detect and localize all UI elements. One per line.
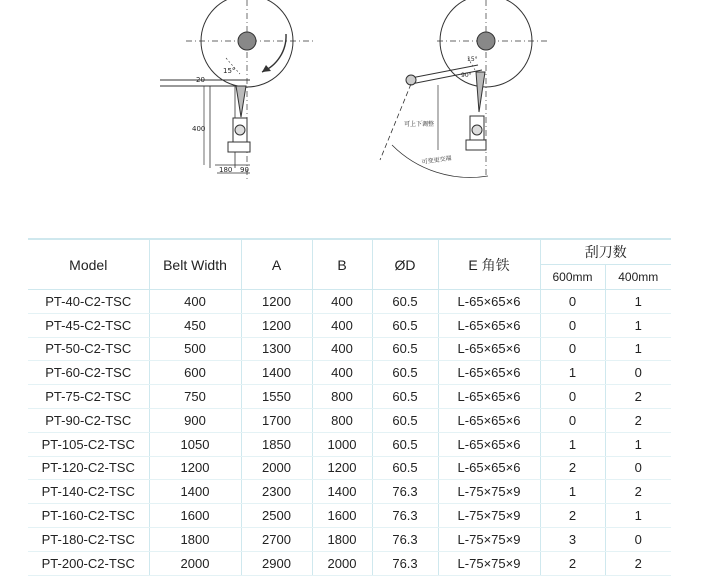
cell-d: 60.5 bbox=[372, 456, 438, 480]
cell-b: 1400 bbox=[312, 480, 372, 504]
col-model: Model bbox=[28, 239, 149, 290]
cell-model: PT-105-C2-TSC bbox=[28, 432, 149, 456]
table-row bbox=[28, 551, 671, 575]
cell-b400: 1 bbox=[605, 504, 671, 528]
cell-e: L-75×75×9 bbox=[438, 504, 540, 528]
cell-d: 76.3 bbox=[372, 504, 438, 528]
cell-model: PT-50-C2-TSC bbox=[28, 337, 149, 361]
cell-model: PT-200-C2-TSC bbox=[28, 551, 149, 575]
cell-belt-width: 400 bbox=[149, 290, 241, 314]
table-row bbox=[28, 408, 671, 432]
cell-e: L-75×75×9 bbox=[438, 551, 540, 575]
table-row bbox=[28, 313, 671, 337]
cell-e: L-65×65×6 bbox=[438, 408, 540, 432]
cell-b: 1200 bbox=[312, 456, 372, 480]
cell-model: PT-180-C2-TSC bbox=[28, 527, 149, 551]
dim-angle: 15° bbox=[223, 67, 236, 75]
cell-d: 76.3 bbox=[372, 551, 438, 575]
cell-belt-width: 900 bbox=[149, 408, 241, 432]
cell-b600: 1 bbox=[540, 432, 605, 456]
dim-angle-a: 15° bbox=[467, 56, 478, 63]
cell-b400: 1 bbox=[605, 290, 671, 314]
cell-d: 60.5 bbox=[372, 361, 438, 385]
cell-b400: 1 bbox=[605, 337, 671, 361]
cell-a: 2300 bbox=[241, 480, 312, 504]
cell-e: L-65×65×6 bbox=[438, 385, 540, 409]
cell-e: L-65×65×6 bbox=[438, 337, 540, 361]
cell-b: 1000 bbox=[312, 432, 372, 456]
cell-b400: 2 bbox=[605, 385, 671, 409]
right-shaft bbox=[477, 32, 495, 50]
cell-b400: 1 bbox=[605, 313, 671, 337]
cell-a: 1300 bbox=[241, 337, 312, 361]
cell-a: 1700 bbox=[241, 408, 312, 432]
cell-belt-width: 450 bbox=[149, 313, 241, 337]
cell-e: L-65×65×6 bbox=[438, 361, 540, 385]
table-row bbox=[28, 290, 671, 314]
cell-belt-width: 750 bbox=[149, 385, 241, 409]
cell-b: 1600 bbox=[312, 504, 372, 528]
cell-a: 2700 bbox=[241, 527, 312, 551]
cell-d: 60.5 bbox=[372, 432, 438, 456]
table-row bbox=[28, 361, 671, 385]
cell-b400: 2 bbox=[605, 551, 671, 575]
cell-b600: 0 bbox=[540, 408, 605, 432]
cell-model: PT-90-C2-TSC bbox=[28, 408, 149, 432]
cell-d: 60.5 bbox=[372, 313, 438, 337]
cell-e: L-65×65×6 bbox=[438, 456, 540, 480]
header-row bbox=[28, 239, 671, 265]
cell-b600: 1 bbox=[540, 480, 605, 504]
table-row bbox=[28, 337, 671, 361]
cell-model: PT-60-C2-TSC bbox=[28, 361, 149, 385]
col-a: A bbox=[241, 239, 312, 290]
cell-model: PT-160-C2-TSC bbox=[28, 504, 149, 528]
cell-belt-width: 1800 bbox=[149, 527, 241, 551]
cell-d: 60.5 bbox=[372, 385, 438, 409]
cell-belt-width: 500 bbox=[149, 337, 241, 361]
dim-bottom-b: 90 bbox=[240, 166, 249, 174]
cell-b400: 2 bbox=[605, 408, 671, 432]
cell-belt-width: 1400 bbox=[149, 480, 241, 504]
cell-model: PT-140-C2-TSC bbox=[28, 480, 149, 504]
cell-b400: 0 bbox=[605, 527, 671, 551]
cell-a: 1550 bbox=[241, 385, 312, 409]
cell-b: 2000 bbox=[312, 551, 372, 575]
col-belt-width: Belt Width bbox=[149, 239, 241, 290]
cell-b600: 2 bbox=[540, 551, 605, 575]
col-d: ØD bbox=[372, 239, 438, 290]
cell-b600: 3 bbox=[540, 527, 605, 551]
installation-diagrams bbox=[0, 0, 710, 215]
cell-model: PT-40-C2-TSC bbox=[28, 290, 149, 314]
left-shaft bbox=[238, 32, 256, 50]
left-diagram bbox=[160, 0, 314, 180]
cell-b600: 2 bbox=[540, 504, 605, 528]
cell-a: 2900 bbox=[241, 551, 312, 575]
cell-d: 60.5 bbox=[372, 290, 438, 314]
cell-b400: 0 bbox=[605, 456, 671, 480]
cell-a: 2500 bbox=[241, 504, 312, 528]
dim-angle-b: 90° bbox=[461, 72, 472, 79]
cell-belt-width: 600 bbox=[149, 361, 241, 385]
table-row bbox=[28, 385, 671, 409]
col-blade-400: 400mm bbox=[605, 265, 671, 290]
spec-table bbox=[28, 238, 671, 576]
cell-a: 1850 bbox=[241, 432, 312, 456]
dim-bottom-a: 180 bbox=[219, 166, 233, 174]
col-blades: 刮刀数 bbox=[540, 239, 671, 265]
table-row bbox=[28, 480, 671, 504]
cell-b400: 1 bbox=[605, 432, 671, 456]
cell-e: L-75×75×9 bbox=[438, 527, 540, 551]
cell-b400: 0 bbox=[605, 361, 671, 385]
cell-b: 400 bbox=[312, 361, 372, 385]
dim-top: 20 bbox=[196, 76, 205, 84]
cell-a: 1200 bbox=[241, 313, 312, 337]
cell-b: 400 bbox=[312, 313, 372, 337]
col-e: E 角铁 bbox=[438, 239, 540, 290]
cell-e: L-65×65×6 bbox=[438, 432, 540, 456]
table-row bbox=[28, 456, 671, 480]
cell-d: 60.5 bbox=[372, 408, 438, 432]
cell-model: PT-75-C2-TSC bbox=[28, 385, 149, 409]
cell-b600: 0 bbox=[540, 313, 605, 337]
table-row bbox=[28, 504, 671, 528]
cell-a: 2000 bbox=[241, 456, 312, 480]
label-vertical-adjust: 可上下调整 bbox=[404, 121, 435, 128]
cell-e: L-75×75×9 bbox=[438, 480, 540, 504]
cell-b: 1800 bbox=[312, 527, 372, 551]
cell-b: 800 bbox=[312, 408, 372, 432]
cell-b600: 0 bbox=[540, 385, 605, 409]
cell-model: PT-45-C2-TSC bbox=[28, 313, 149, 337]
cell-belt-width: 1200 bbox=[149, 456, 241, 480]
cell-belt-width: 1050 bbox=[149, 432, 241, 456]
cell-belt-width: 1600 bbox=[149, 504, 241, 528]
cell-a: 1400 bbox=[241, 361, 312, 385]
cell-a: 1200 bbox=[241, 290, 312, 314]
cell-b: 800 bbox=[312, 385, 372, 409]
table-row bbox=[28, 527, 671, 551]
col-blade-600: 600mm bbox=[540, 265, 605, 290]
cell-d: 76.3 bbox=[372, 527, 438, 551]
cell-b: 400 bbox=[312, 337, 372, 361]
cell-b600: 0 bbox=[540, 337, 605, 361]
dim-side: 400 bbox=[192, 125, 206, 133]
cell-d: 60.5 bbox=[372, 337, 438, 361]
cell-b600: 1 bbox=[540, 361, 605, 385]
cell-e: L-65×65×6 bbox=[438, 290, 540, 314]
right-diagram bbox=[380, 0, 548, 177]
cell-b600: 0 bbox=[540, 290, 605, 314]
cell-d: 76.3 bbox=[372, 480, 438, 504]
col-b: B bbox=[312, 239, 372, 290]
cell-e: L-65×65×6 bbox=[438, 313, 540, 337]
cell-model: PT-120-C2-TSC bbox=[28, 456, 149, 480]
cell-b: 400 bbox=[312, 290, 372, 314]
cell-belt-width: 2000 bbox=[149, 551, 241, 575]
label-angle-adjust: 可变更交端 bbox=[421, 154, 453, 166]
cell-b600: 2 bbox=[540, 456, 605, 480]
cell-b400: 2 bbox=[605, 480, 671, 504]
table-row bbox=[28, 432, 671, 456]
